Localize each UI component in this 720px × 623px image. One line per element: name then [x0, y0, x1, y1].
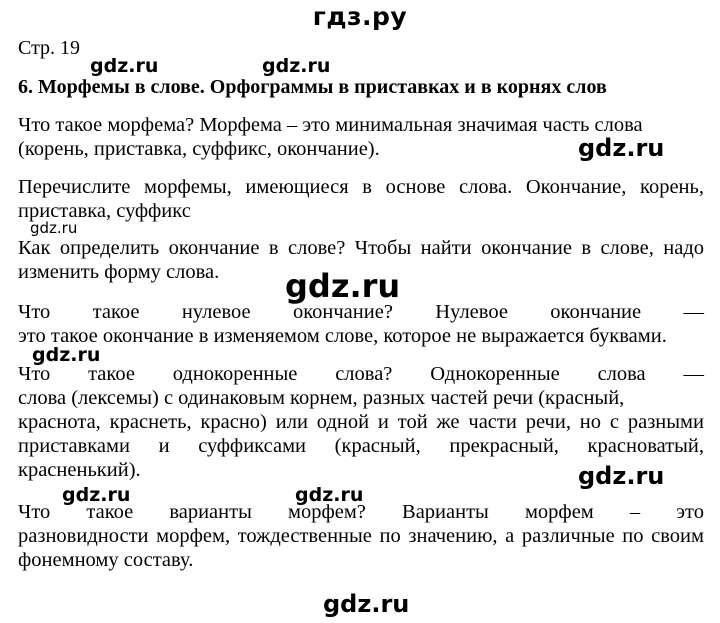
watermark: gdz.ru — [295, 484, 364, 506]
answer-line: это такое окончание в изменяемом слове, которое не выражается буквами. — [18, 325, 667, 347]
section-heading: 6. Морфемы в слове. Орфограммы в приставках и в корнях слов — [18, 76, 607, 98]
answer-line: Что такое морфема? Морфема – это минимальная значимая часть слова — [18, 114, 643, 136]
answer-line: Что такое однокоренные слова? Однокоренные слова — — [18, 363, 704, 385]
watermark: gdz.ru — [262, 55, 331, 77]
answer-line: приставка, суффикс — [18, 200, 191, 222]
answer-line: изменить форму слова. — [18, 261, 220, 283]
watermark: gdz.ru — [30, 219, 78, 237]
answer-line: краснота, краснеть, красно) или одной и той же части речи, но с разными — [18, 411, 704, 433]
answer-line: Как определить окончание в слове? Чтобы найти окончание в слове, надо — [18, 237, 704, 259]
watermark: gdz.ru — [285, 267, 401, 305]
answer-line: Что такое нулевое окончание? Нулевое окончание — — [18, 301, 704, 323]
site-title[interactable]: гдз.ру — [312, 2, 408, 31]
watermark: gdz.ru — [90, 55, 159, 77]
answer-line: приставками и суффиксами (красный, прекрасный, красноватый, — [18, 435, 704, 457]
answer-line: (корень, приставка, суффикс, окончание). — [18, 138, 380, 160]
watermark: gdz.ru — [578, 134, 665, 162]
watermark: gdz.ru — [578, 462, 665, 490]
page-number: Стр. 19 — [18, 37, 81, 59]
answer-line: фонемному составу. — [18, 549, 194, 571]
answer-line: Перечислите морфемы, имеющиеся в основе слова. Окончание, корень, — [18, 176, 704, 198]
watermark: gdz.ru — [32, 344, 101, 366]
answer-line: слова (лексемы) с одинаковым корнем, разных частей речи (красный, — [18, 387, 625, 409]
watermark: gdz.ru — [323, 590, 410, 618]
answer-line: разновидности морфем, тождественные по значению, а различные по своим — [18, 525, 704, 547]
watermark: gdz.ru — [62, 484, 131, 506]
answer-line: красненький). — [18, 459, 141, 481]
answer-line: Что такое варианты морфем? Варианты морфем – это — [18, 501, 704, 523]
